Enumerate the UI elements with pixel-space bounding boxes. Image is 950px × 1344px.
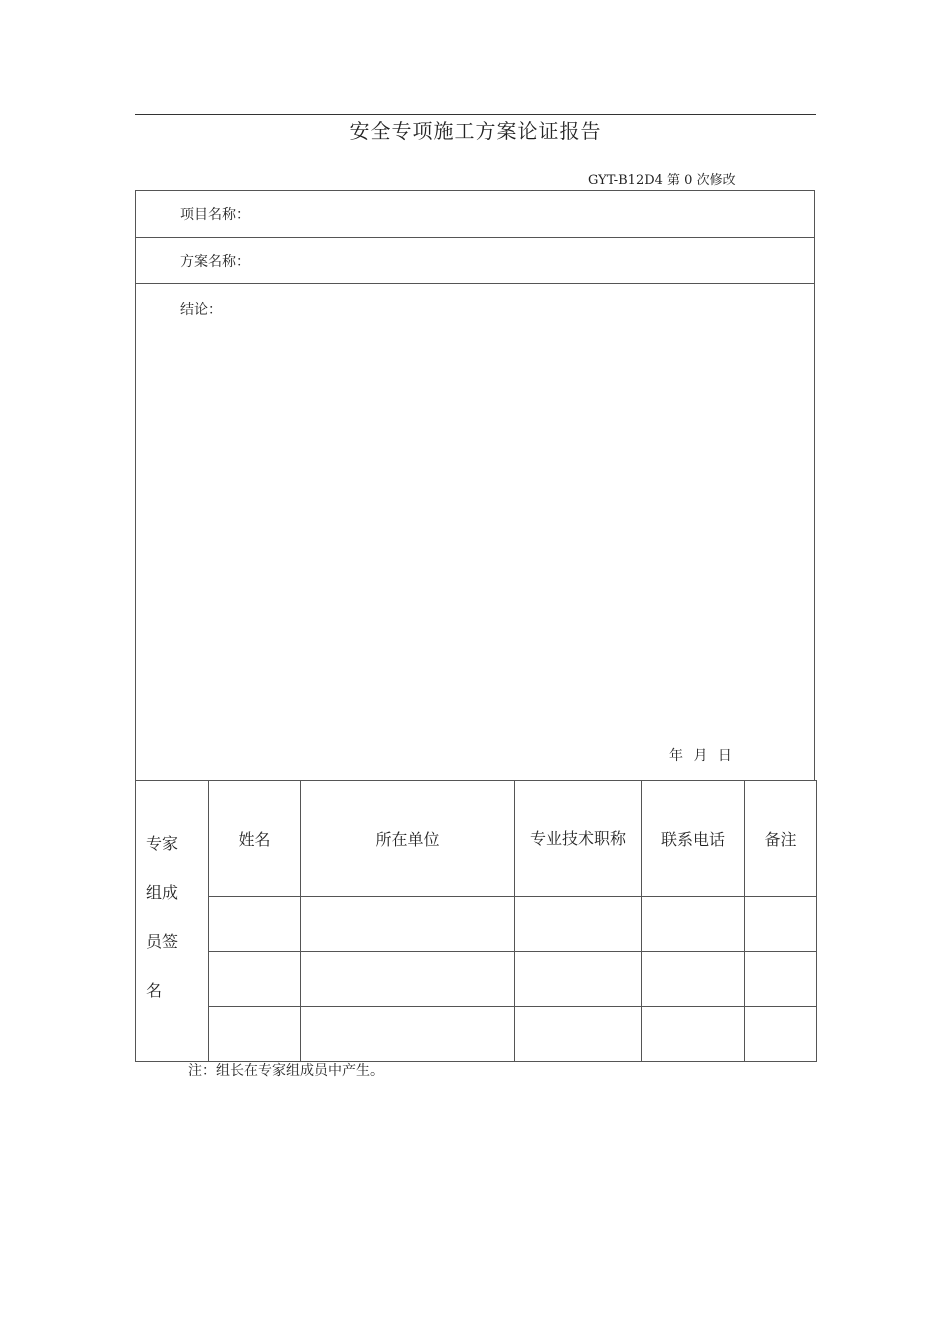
table-row bbox=[136, 952, 817, 1007]
header-phone: 联系电话 bbox=[642, 781, 745, 897]
header-unit: 所在单位 bbox=[301, 781, 515, 897]
unit-cell[interactable] bbox=[301, 1007, 515, 1062]
title-cell[interactable] bbox=[515, 1007, 642, 1062]
expert-signature-table bbox=[135, 780, 817, 1062]
scheme-name-row[interactable] bbox=[135, 237, 815, 284]
name-cell[interactable] bbox=[209, 1007, 301, 1062]
table-header-row bbox=[136, 781, 817, 897]
name-cell[interactable] bbox=[209, 897, 301, 952]
phone-cell[interactable] bbox=[642, 952, 745, 1007]
date-line: 年 月 日 bbox=[669, 748, 732, 764]
name-cell[interactable] bbox=[209, 952, 301, 1007]
title-cell[interactable] bbox=[515, 897, 642, 952]
project-name-row[interactable] bbox=[135, 190, 815, 238]
note-cell[interactable] bbox=[745, 952, 817, 1007]
header-note: 备注 bbox=[745, 781, 817, 897]
document-title: 安全专项施工方案论证报告 bbox=[349, 119, 602, 143]
project-name-label: 项目名称： bbox=[180, 207, 250, 223]
table-row bbox=[136, 1007, 817, 1062]
table-row bbox=[136, 897, 817, 952]
form-code: GYT-B12D4 第 0 次修改 bbox=[588, 173, 736, 188]
header-title: 专业技术职称 bbox=[529, 828, 626, 848]
phone-cell[interactable] bbox=[642, 897, 745, 952]
title-cell[interactable] bbox=[515, 952, 642, 1007]
phone-cell[interactable] bbox=[642, 1007, 745, 1062]
unit-cell[interactable] bbox=[301, 897, 515, 952]
note-cell[interactable] bbox=[745, 897, 817, 952]
note-cell[interactable] bbox=[745, 1007, 817, 1062]
conclusion-box[interactable] bbox=[135, 283, 815, 781]
footnote: 注：组长在专家组成员中产生。 bbox=[188, 1063, 384, 1079]
expert-group-label-cell bbox=[136, 781, 209, 1062]
header-name: 姓名 bbox=[209, 781, 301, 897]
header-title-cell bbox=[515, 781, 642, 897]
scheme-name-label: 方案名称： bbox=[180, 254, 250, 270]
unit-cell[interactable] bbox=[301, 952, 515, 1007]
top-rule bbox=[135, 114, 816, 115]
expert-group-label: 专家组成员签名 bbox=[146, 834, 179, 1000]
conclusion-label: 结论： bbox=[180, 302, 222, 318]
